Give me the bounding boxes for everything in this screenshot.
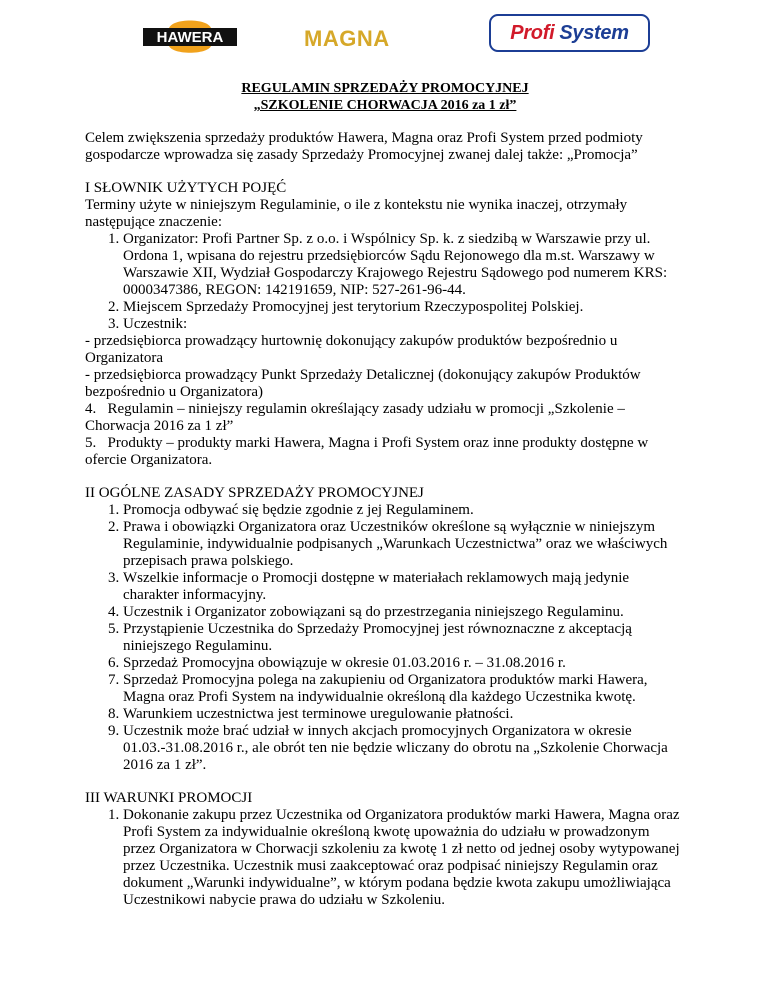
definition-regulation: 4. Regulamin – niniejszy regulamin określający zasady udziału w promocji „Szkolenie – Chorwacja 2016 za 1 zł”	[85, 401, 629, 434]
list-item: 1. Dokonanie zakupu przez Uczestnika od Organizatora produktów marki Hawera, Magna oraz Profi System za indywidualnie określoną kwotę upoważnia do udziału w prowadzonym przez Organizatora w Chorwacji szkoleniu za kwotę 1 zł netto od jednej osoby wytypowanej przez Uczestnika. Uczestnik musi zaakceptować oraz podpisać niniejszy Regulamin oraz dokument „Warunki indywidualne”, w którym podana będzie kwota zakupu umożliwiająca Uczestnikowi nabycie prawa do udziału w Szkoleniu.	[123, 807, 685, 909]
section3-list	[85, 807, 685, 909]
list-item: 2. Prawa i obowiązki Organizatora oraz Uczestników określone są wyłącznie w niniejszym Regulaminie, indywidualnie podpisanych „Warunkach Uczestnictwa” oraz we właściwych przepisach prawa polskiego.	[123, 519, 685, 570]
document-title-line1: REGULAMIN SPRZEDAŻY PROMOCYJNEJ	[241, 81, 529, 96]
profi-system-logo	[489, 14, 650, 52]
hawera-logo-text: HAWERA	[156, 29, 224, 46]
list-item: 9. Uczestnik może brać udział w innych akcjach promocyjnych Organizatora w okresie 01.03.-31.08.2016 r., ale obrót ten nie będzie wliczany do obrotu na „Szkolenie Chorwacja 2016 za 1 zł”.	[123, 723, 685, 774]
logo-bar	[0, 12, 768, 56]
section1-lead: Terminy użyte w niniejszym Regulaminie, o ile z kontekstu nie wynika inaczej, otrzymały następujące znaczenie:	[85, 197, 628, 230]
hawera-logo	[143, 16, 237, 56]
list-item: 2. Miejscem Sprzedaży Promocyjnej jest terytorium Rzeczypospolitej Polskiej.	[123, 299, 685, 316]
participant-wholesaler: - przedsiębiorca prowadzący hurtownię dokonujący zakupów produktów bezpośrednio u Organizatora	[85, 333, 618, 366]
magna-logo	[304, 26, 424, 50]
section1-list	[85, 231, 685, 333]
definition-products: 5. Produkty – produkty marki Hawera, Magna i Profi System oraz inne produkty dostępne w ofercie Organizatora.	[85, 435, 652, 468]
list-item: 3. Uczestnik:	[123, 316, 685, 333]
list-item: 1. Organizator: Profi Partner Sp. z o.o. i Wspólnicy Sp. k. z siedzibą w Warszawie przy ul. Ordona 1, wpisana do rejestru przedsiębiorców Sądu Rejonowego dla m.st. Warszawy w Warszawie XII, Wydział Gospodarczy Krajowego Rejestru Sądowego pod numerem KRS: 0000347386, REGON: 142191659, NIP: 527-261-96-44.	[123, 231, 685, 299]
system-logo-text: System	[559, 21, 629, 44]
intro-paragraph: Celem zwiększenia sprzedaży produktów Hawera, Magna oraz Profi System przed podmioty gospodarcze wprowadza się zasady Sprzedaży Promocyjnej zwanej dalej także: „Promocja”	[85, 130, 643, 163]
list-item: 3. Wszelkie informacje o Promocji dostępne w materiałach reklamowych mają jedynie charakter informacyjny.	[123, 570, 685, 604]
profi-logo-text: Profi	[510, 21, 555, 44]
list-item: 8. Warunkiem uczestnictwa jest terminowe uregulowanie płatności.	[123, 706, 685, 723]
list-item: 7. Sprzedaż Promocyjna polega na zakupieniu od Organizatora produktów marki Hawera, Magna oraz Profi System na indywidualnie określoną dla każdego Uczestnika kwotę.	[123, 672, 685, 706]
document-title-line2: „SZKOLENIE CHORWACJA 2016 za 1 zł”	[253, 98, 517, 113]
section2-list	[85, 502, 685, 774]
list-item: 4. Uczestnik i Organizator zobowiązani są do przestrzegania niniejszego Regulaminu.	[123, 604, 685, 621]
section1-heading: I SŁOWNIK UŻYTYCH POJĘĆ	[85, 180, 287, 196]
participant-retailer: - przedsiębiorca prowadzący Punkt Sprzedaży Detalicznej (dokonujący zakupów Produktów bezpośrednio u Organizatora)	[85, 367, 641, 400]
list-item: 5. Przystąpienie Uczestnika do Sprzedaży Promocyjnej jest równoznaczne z akceptacją niniejszego Regulaminu.	[123, 621, 685, 655]
document-body	[85, 80, 685, 909]
section2-heading: II OGÓLNE ZASADY SPRZEDAŻY PROMOCYJNEJ	[85, 485, 424, 501]
section3-heading: III WARUNKI PROMOCJI	[85, 790, 253, 806]
list-item: 1. Promocja odbywać się będzie zgodnie z jej Regulaminem.	[123, 502, 685, 519]
magna-logo-text: MAGNA	[304, 26, 390, 50]
list-item: 6. Sprzedaż Promocyjna obowiązuje w okresie 01.03.2016 r. – 31.08.2016 r.	[123, 655, 685, 672]
